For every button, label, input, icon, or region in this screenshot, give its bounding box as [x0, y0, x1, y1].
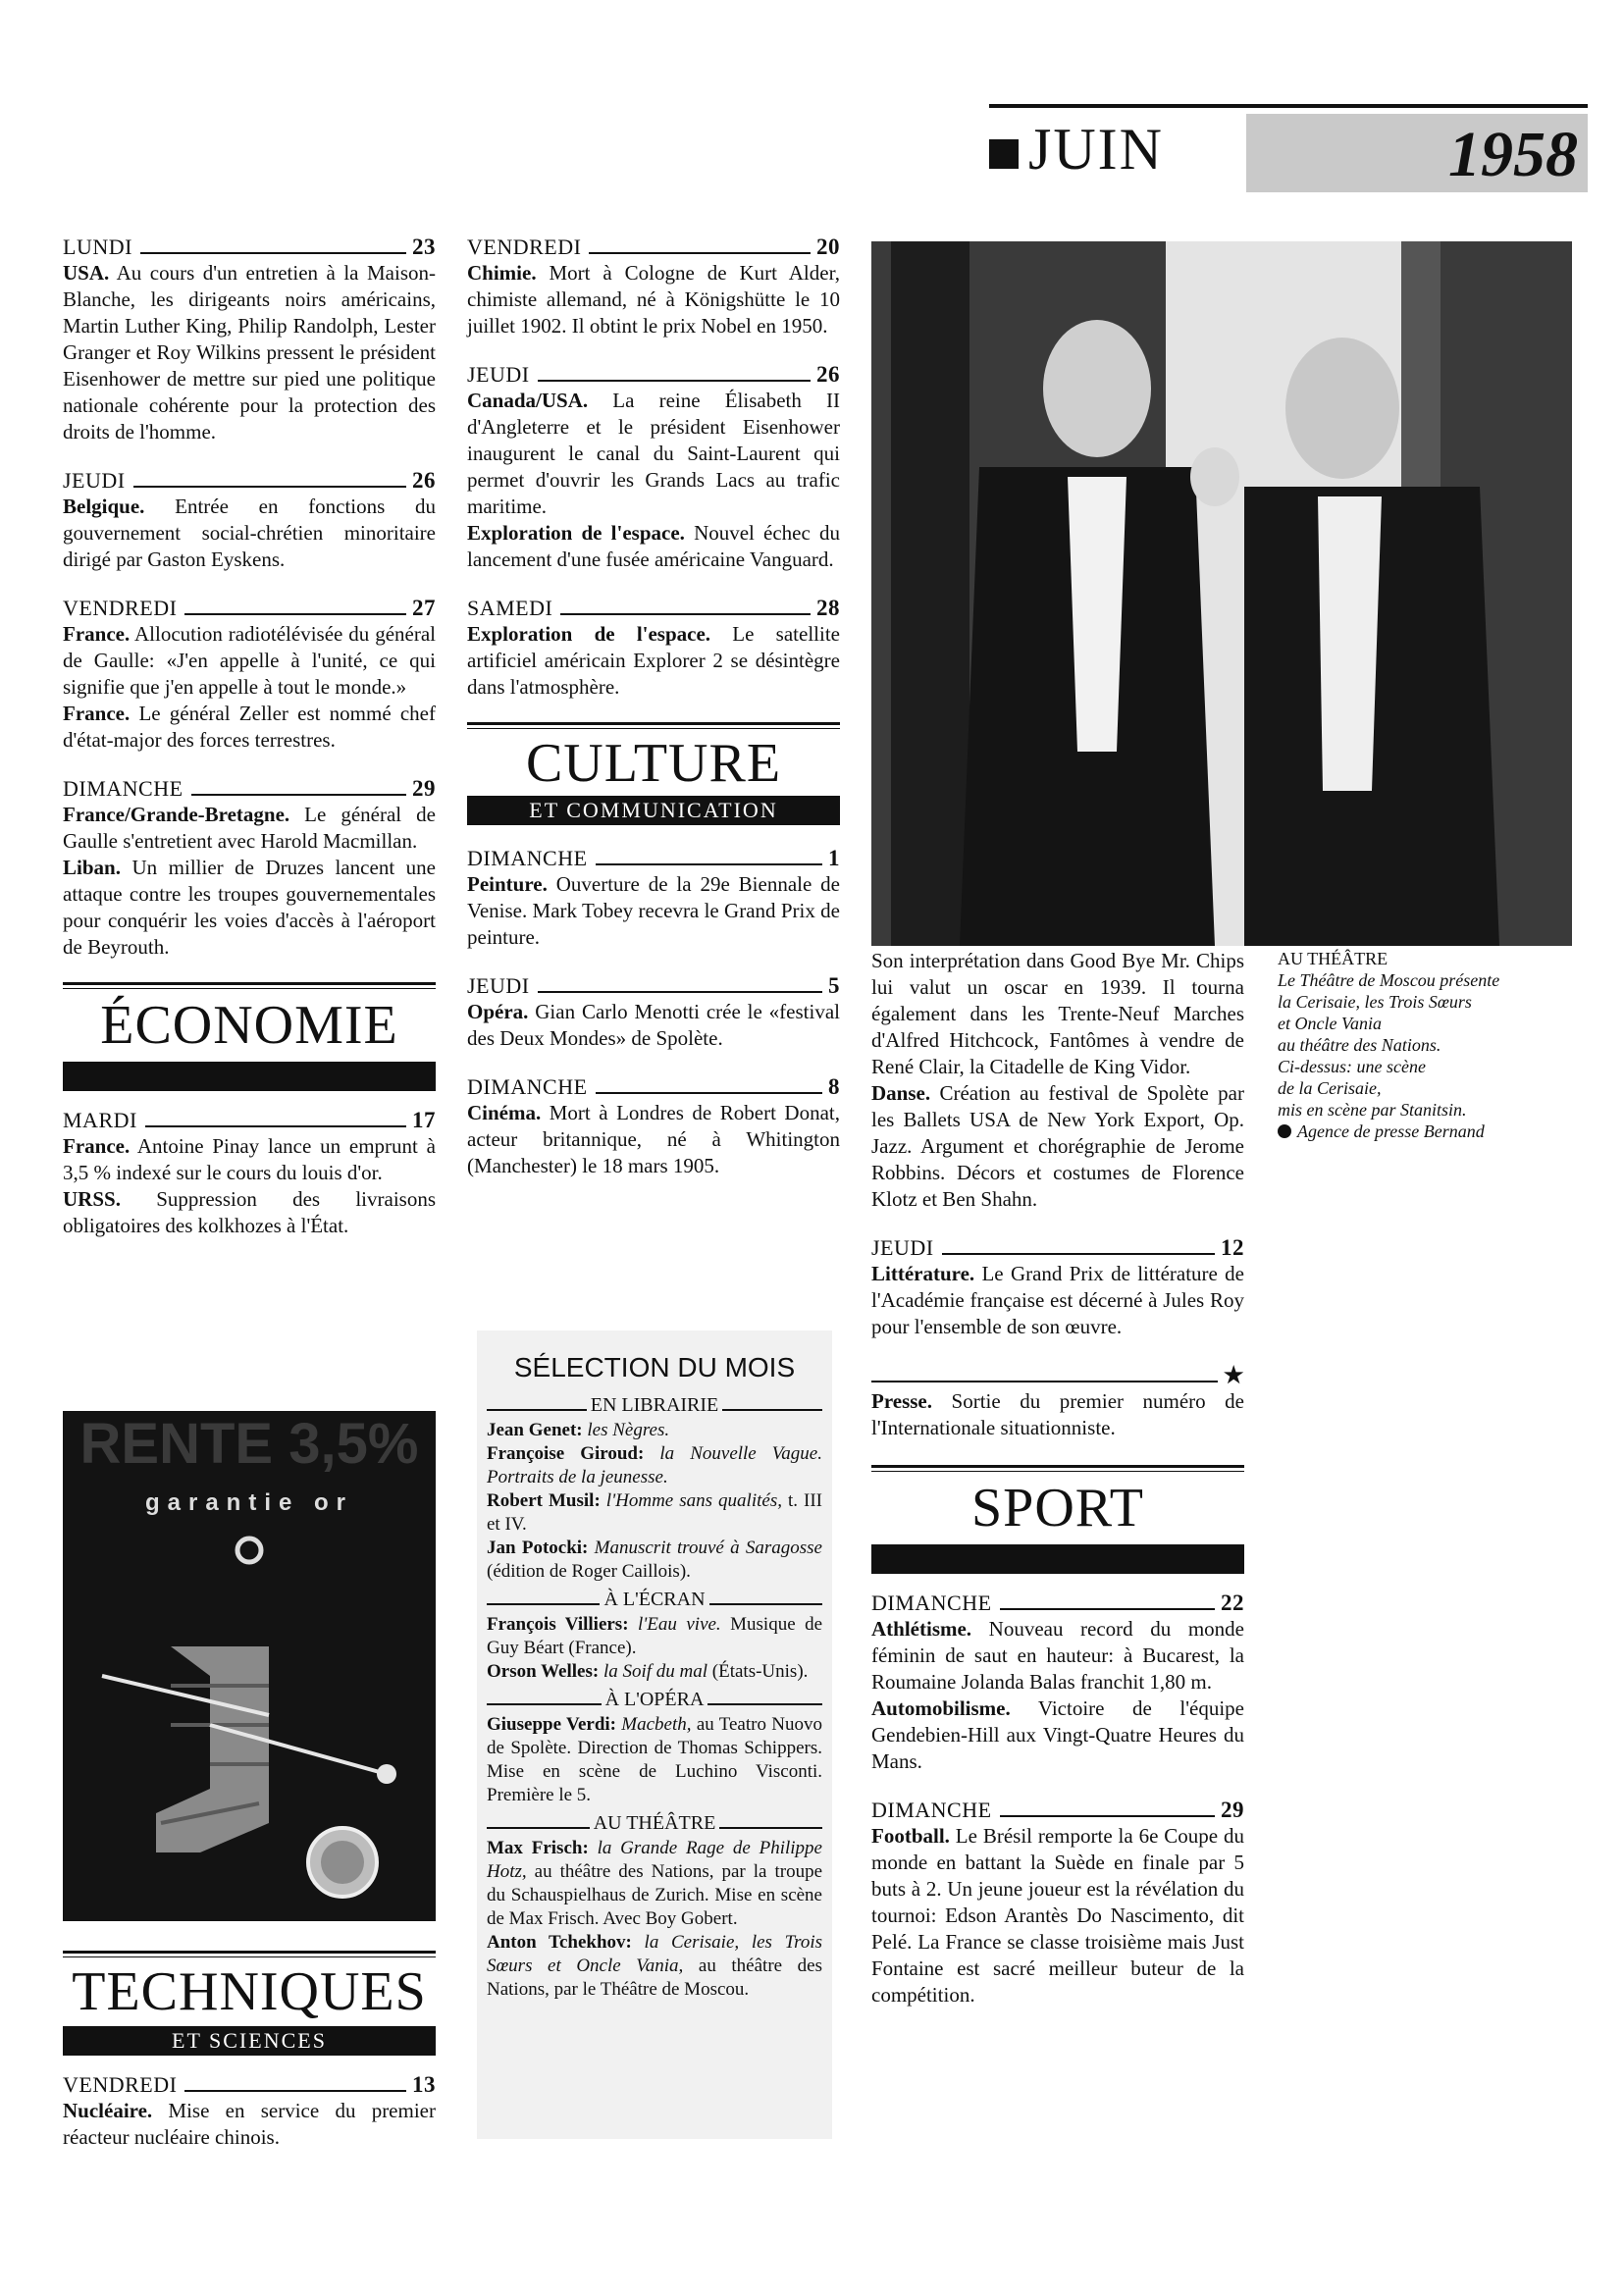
day-rule	[145, 1125, 406, 1127]
day-line	[467, 845, 840, 871]
day-number: 1	[828, 846, 840, 870]
selection-item	[487, 1660, 822, 1684]
caption-line: la Cerisaie, les Trois Sœurs	[1278, 992, 1472, 1012]
caption-line: Le Théâtre de Moscou présente	[1278, 970, 1500, 990]
photo-wall-panel	[891, 241, 969, 946]
poster-needle-knob	[377, 1764, 396, 1784]
day-number: 22	[1221, 1591, 1244, 1615]
film-paragraph: Son interprétation dans Good Bye Mr. Chips lui valut un oscar en 1939. Il tourna également dans les Trente-Neuf Marches d'Alfred Hitchcock, Fantômes à vendre de René Clair, la Citadelle de King Vidor.	[871, 949, 1244, 1078]
selection-item	[487, 1442, 822, 1489]
selection-item	[487, 1713, 822, 1807]
star-icon: ★	[1223, 1363, 1244, 1387]
selection-work: la Cerisaie, les Trois Sœurs et Oncle Vania,	[487, 1932, 822, 1976]
column-1	[63, 234, 436, 1261]
selection-extra: t. III et IV.	[487, 1490, 823, 1535]
month-title: JUIN	[1028, 117, 1164, 182]
entry-body: Entrée en fonctions du gouvernement social-chrétien minoritaire dirigé par Gaston Eyskens.	[63, 495, 436, 571]
entry-label: Peinture.	[467, 872, 548, 896]
caption-line: mis en scène par Stanitsin.	[1278, 1100, 1467, 1120]
entry-label: Liban.	[63, 856, 121, 879]
day-number: 27	[412, 596, 436, 620]
day-rule	[596, 1092, 822, 1094]
day-name: JEUDI	[871, 1235, 934, 1260]
day-name: SAMEDI	[467, 596, 553, 620]
entry-text	[467, 871, 840, 951]
day-rule	[538, 380, 811, 382]
poster-coin-inner	[321, 1841, 364, 1884]
calendar-entry	[467, 845, 840, 951]
entry-label: France.	[63, 702, 131, 725]
poster-headline: RENTE 3,5%	[79, 1412, 419, 1476]
selection-subhead	[487, 1588, 822, 1611]
selection-item	[487, 1837, 822, 1931]
entry-text	[63, 260, 436, 445]
day-name: LUNDI	[63, 235, 132, 259]
section-rule	[63, 1951, 436, 1957]
actor-right-head	[1285, 338, 1399, 479]
selection-title: SÉLECTION DU MOIS	[513, 1352, 796, 1382]
day-number: 8	[828, 1074, 840, 1099]
selection-extra: au Teatro Nuovo de Spolète. Direction de Thomas Schippers. Mise en scène de Luchino Visconti. Première le 5.	[487, 1714, 822, 1805]
economie-section-header	[63, 982, 436, 1091]
calendar-entry	[871, 1590, 1244, 1775]
month-marker-square	[989, 139, 1019, 169]
poster-subline: garantie or	[144, 1489, 354, 1516]
selection-work: l'Eau vive.	[628, 1614, 721, 1635]
entry-body: Le Brésil remporte la 6e Coupe du monde en battant la Suède en finale par 5 buts à 2. Un jeune joueur est la révélation du tournoi: Edson Arantès Do Nascimento, dit Pelé. La France se classe troisième mais Just Fontaine est sacré meilleur buteur de la compétition.	[871, 1824, 1244, 2007]
subhead-label: À L'OPÉRA	[604, 1689, 705, 1710]
section-bar	[63, 1062, 436, 1091]
entry-text	[871, 1823, 1244, 2008]
entry-text	[871, 1695, 1244, 1775]
entry-text	[467, 260, 840, 339]
entry-label: Littérature.	[871, 1262, 975, 1285]
selection-extra: Musique de Guy Béart (France).	[487, 1614, 822, 1658]
day-line	[467, 234, 840, 260]
entry-label: URSS.	[63, 1187, 121, 1211]
selection-subhead	[487, 1688, 822, 1711]
entry-body: Sortie du premier numéro de l'Internationale situationniste.	[871, 1389, 1244, 1439]
column-2	[467, 234, 840, 1201]
entry-label: Canada/USA.	[467, 389, 589, 412]
presse-entry	[871, 1362, 1244, 1441]
entry-text	[871, 1388, 1244, 1441]
selection-subhead	[487, 1393, 822, 1417]
selection-item	[487, 1489, 822, 1537]
entry-text	[467, 388, 840, 520]
day-number: 26	[412, 468, 436, 493]
day-rule	[942, 1253, 1215, 1255]
selection-author: Jean Genet:	[487, 1420, 583, 1440]
section-bar	[871, 1544, 1244, 1574]
day-line	[871, 1797, 1244, 1823]
entry-text	[63, 802, 436, 855]
sport-section-header	[871, 1465, 1244, 1574]
danse-paragraph	[871, 1080, 1244, 1213]
calendar-entry	[467, 361, 840, 573]
day-line	[63, 234, 436, 260]
day-line	[467, 972, 840, 999]
day-line	[871, 1362, 1244, 1388]
subhead-label: À L'ÉCRAN	[603, 1589, 706, 1610]
section-subtitle-bar: ET COMMUNICATION	[467, 796, 840, 825]
day-number: 5	[828, 973, 840, 998]
entry-label: Chimie.	[467, 261, 537, 285]
caption-line: au théâtre des Nations.	[1278, 1035, 1441, 1055]
day-name: VENDREDI	[63, 596, 178, 620]
entry-body: Création au festival de Spolète par les Ballets USA de New York Export, Op. Jazz. Argument et chorégraphie de Jerome Robbins. Décors et costumes de Florence Klotz et Ben Shahn.	[871, 1081, 1244, 1211]
section-rule	[871, 1465, 1244, 1472]
selection-work: Macbeth,	[616, 1714, 692, 1735]
theatre-photo-image	[871, 241, 1572, 946]
day-line	[63, 1107, 436, 1133]
day-number: 13	[412, 2072, 436, 2097]
entry-label: Exploration de l'espace.	[467, 521, 685, 545]
section-rule	[467, 722, 840, 729]
actor-left-shirt	[1068, 477, 1126, 752]
calendar-entry	[467, 1073, 840, 1179]
poster-ring	[237, 1539, 261, 1562]
subhead-label: EN LIBRAIRIE	[590, 1394, 719, 1416]
day-rule	[538, 991, 822, 993]
credit-text: Agence de presse Bernand	[1297, 1121, 1485, 1141]
entry-text	[871, 1261, 1244, 1340]
section-title: ÉCONOMIE	[100, 995, 398, 1056]
calendar-entry	[871, 1797, 1244, 2008]
column-3	[871, 948, 1244, 2030]
selection-author: Anton Tchekhov:	[487, 1932, 632, 1953]
day-name: DIMANCHE	[871, 1798, 992, 1822]
entry-body: Nouveau record du monde féminin de saut en hauteur: à Bucarest, la Roumaine Jolanda Balas franchit 1,80 m.	[871, 1617, 1244, 1694]
day-rule	[560, 613, 811, 615]
subhead-label: AU THÉÂTRE	[593, 1812, 716, 1834]
day-line	[63, 467, 436, 494]
day-number: 23	[412, 235, 436, 259]
selection-author: Giuseppe Verdi:	[487, 1714, 616, 1735]
selection-author: François Villiers:	[487, 1614, 629, 1635]
day-number: 29	[412, 776, 436, 801]
entry-text	[63, 1186, 436, 1239]
day-rule	[596, 863, 822, 865]
selection-author: Orson Welles:	[487, 1661, 600, 1682]
selection-work: la Soif du mal	[599, 1661, 708, 1682]
entry-label: Opéra.	[467, 1000, 529, 1023]
day-name: MARDI	[63, 1108, 137, 1132]
day-rule	[184, 2090, 406, 2092]
entry-label: France/Grande-Bretagne.	[63, 803, 290, 826]
photo-caption	[1278, 948, 1572, 1142]
day-number: 17	[412, 1108, 436, 1132]
day-name: VENDREDI	[467, 235, 582, 259]
entry-body: Un millier de Druzes lancent une attaque contre les troupes gouvernementales pour conquérir les voies d'accès à l'aéroport de Beyrouth.	[63, 856, 436, 959]
section-subtitle-bar: ET SCIENCES	[63, 2026, 436, 2056]
entry-body: Le général Zeller est nommé chef d'état-major des forces terrestres.	[63, 702, 436, 752]
day-line	[871, 1590, 1244, 1616]
entry-text	[63, 1133, 436, 1186]
calendar-entry	[871, 1234, 1244, 1340]
selection-item	[487, 1419, 822, 1442]
entry-text	[467, 520, 840, 573]
entry-body: Le satellite artificiel américain Explorer 2 se désintègre dans l'atmosphère.	[467, 622, 840, 699]
entry-text	[871, 1616, 1244, 1695]
entry-body: Victoire de l'équipe Gendebien-Hill aux Vingt-Quatre Heures du Mans.	[871, 1696, 1244, 1773]
day-name: DIMANCHE	[63, 776, 183, 801]
day-name: JEUDI	[467, 973, 530, 998]
selection-item	[487, 1537, 822, 1584]
caption-line: et Oncle Vania	[1278, 1014, 1382, 1033]
entry-label: Belgique.	[63, 495, 145, 518]
selection-author: Jan Potocki:	[487, 1538, 589, 1558]
page-header	[989, 104, 1588, 194]
entry-body: Allocution radiotélévisée du général de Gaulle: «J'en appelle à l'unité, ce qui signifie que j'en appelle à tout le monde.»	[63, 622, 436, 699]
entry-body: Ouverture de la 29e Biennale de Venise. Mark Tobey recevra le Grand Prix de peinture.	[467, 872, 840, 949]
caption-head: AU THÉÂTRE	[1278, 949, 1388, 968]
entry-label: Automobilisme.	[871, 1696, 1011, 1720]
selection-item	[487, 1613, 822, 1660]
calendar-entry	[467, 234, 840, 339]
day-rule	[1000, 1815, 1215, 1817]
selection-author: Françoise Giroud:	[487, 1443, 645, 1464]
section-title: SPORT	[971, 1478, 1144, 1539]
section-title: TECHNIQUES	[72, 1961, 427, 2022]
rente-poster	[63, 1411, 436, 1921]
day-line	[467, 595, 840, 621]
day-number: 12	[1221, 1235, 1244, 1260]
subhead-rule-left	[487, 1603, 600, 1605]
day-rule	[133, 486, 406, 488]
calendar-entry	[63, 2071, 436, 2151]
entry-label: Athlétisme.	[871, 1617, 972, 1641]
selection-extra: (édition de Roger Caillois).	[487, 1561, 691, 1582]
day-name: DIMANCHE	[467, 846, 588, 870]
selection-item	[487, 1931, 822, 2002]
day-rule	[191, 794, 406, 796]
poster-illustration	[63, 1529, 436, 1921]
techniques-section-header	[63, 1951, 436, 2056]
header-rule	[989, 104, 1588, 108]
year-title: 1958	[1448, 119, 1578, 190]
caption-line: Ci-dessus: une scène	[1278, 1057, 1426, 1076]
entry-label: USA.	[63, 261, 110, 285]
theatre-photo	[871, 241, 1572, 946]
subhead-rule-right	[719, 1827, 822, 1829]
calendar-entry	[63, 234, 436, 445]
subhead-rule-left	[487, 1827, 590, 1829]
entry-body: Gian Carlo Menotti crée le «festival des Deux Mondes» de Spolète.	[467, 1000, 840, 1050]
entry-body: Au cours d'un entretien à la Maison-Blanche, les dirigeants noirs américains, Martin Luther King, Philip Randolph, Lester Granger et Roy Wilkins pressent le président Eisenhower de mettre sur pied une politique nationale cohérente pour la protection des droits de l'homme.	[63, 261, 436, 443]
selection-extra: au théâtre des Nations, par le Théâtre de Moscou.	[487, 1956, 822, 2000]
calendar-entry	[63, 595, 436, 754]
selection-work: l'Homme sans qualités,	[600, 1490, 782, 1511]
entry-body: Suppression des livraisons obligatoires des kolkhozes à l'État.	[63, 1187, 436, 1237]
credit-bullet-icon	[1278, 1124, 1291, 1138]
calendar-entry	[63, 1107, 436, 1239]
subhead-rule-right	[709, 1603, 822, 1605]
day-number: 28	[816, 596, 840, 620]
actor-right-shirt	[1318, 496, 1382, 791]
selection-subhead	[487, 1811, 822, 1835]
entry-label: France.	[63, 1134, 131, 1158]
entry-text	[467, 999, 840, 1052]
selection-work: les Nègres.	[582, 1420, 670, 1440]
entry-text	[63, 855, 436, 961]
day-line	[63, 775, 436, 802]
day-rule	[184, 613, 406, 615]
day-line	[871, 1234, 1244, 1261]
calendar-entry	[467, 972, 840, 1052]
entry-body: La reine Élisabeth II d'Angleterre et le président Eisenhower inaugurent le canal du Saint-Laurent qui permet d'ouvrir les Grands Lacs au trafic maritime.	[467, 389, 840, 518]
entry-body: Mort à Londres de Robert Donat, acteur britannique, né à Whitington (Manchester) le 18 mars 1905.	[467, 1101, 840, 1177]
day-name: VENDREDI	[63, 2072, 178, 2097]
entry-text	[63, 2098, 436, 2151]
selection-work: la Nouvelle Vague. Portraits de la jeunesse.	[487, 1443, 822, 1487]
caption-credit	[1278, 1121, 1572, 1142]
entry-text	[467, 621, 840, 701]
day-rule	[1000, 1608, 1215, 1610]
caption-line: de la Cerisaie,	[1278, 1078, 1382, 1098]
day-line	[63, 2071, 436, 2098]
selection-du-mois	[477, 1330, 832, 2139]
entry-label: Presse.	[871, 1389, 933, 1413]
day-name: JEUDI	[467, 362, 530, 387]
day-number: 26	[816, 362, 840, 387]
entry-text	[63, 621, 436, 701]
entry-text	[63, 701, 436, 754]
selection-author: Robert Musil:	[487, 1490, 601, 1511]
day-name: DIMANCHE	[467, 1074, 588, 1099]
entry-body: Mort à Cologne de Kurt Alder, chimiste allemand, né à Königshütte le 10 juillet 1902. Il obtint le prix Nobel en 1950.	[467, 261, 840, 338]
section-title: CULTURE	[525, 733, 782, 794]
section-rule	[63, 982, 436, 989]
calendar-entry	[467, 595, 840, 701]
entry-body: Nouvel échec du lancement d'une fusée américaine Vanguard.	[467, 521, 840, 571]
entry-label: Exploration de l'espace.	[467, 622, 711, 646]
day-name: DIMANCHE	[871, 1591, 992, 1615]
day-line	[467, 1073, 840, 1100]
subhead-rule-right	[707, 1703, 822, 1705]
entry-text	[467, 1100, 840, 1179]
day-rule	[589, 252, 811, 254]
selection-extra: (États-Unis).	[707, 1661, 809, 1682]
selection-work: Manuscrit trouvé à Saragosse	[588, 1538, 822, 1558]
selection-work: la Grande Rage de Philippe Hotz,	[487, 1838, 822, 1882]
day-line	[467, 361, 840, 388]
entry-label: Cinéma.	[467, 1101, 542, 1124]
entry-label: Danse.	[871, 1081, 931, 1105]
actor-left-head	[1043, 320, 1151, 457]
culture-section-header	[467, 722, 840, 825]
calendar-entry	[63, 467, 436, 573]
subhead-rule-right	[722, 1409, 822, 1411]
subhead-rule-left	[487, 1703, 602, 1705]
entry-text	[63, 494, 436, 573]
entry-body: Antoine Pinay lance un emprunt à 3,5 % indexé sur le cours du louis d'or.	[63, 1134, 436, 1184]
subhead-rule-left	[487, 1409, 587, 1411]
selection-extra: au théâtre des Nations, par la troupe du Schauspielhaus de Zurich. Mise en scène de Max Frisch. Avec Boy Gobert.	[487, 1861, 822, 1929]
day-name: JEUDI	[63, 468, 126, 493]
entry-label: Nucléaire.	[63, 2099, 153, 2122]
entry-body: Le général de Gaulle s'entretient avec Harold Macmillan.	[63, 803, 436, 853]
selection-author: Max Frisch:	[487, 1838, 589, 1858]
techniques-block	[63, 1951, 436, 2172]
day-number: 20	[816, 235, 840, 259]
entry-label: France.	[63, 622, 131, 646]
entry-body: Le Grand Prix de littérature de l'Académie française est décerné à Jules Roy pour l'ensemble de son œuvre.	[871, 1262, 1244, 1338]
day-line	[63, 595, 436, 621]
actor-hand	[1190, 447, 1239, 506]
entry-body: Mise en service du premier réacteur nucléaire chinois.	[63, 2099, 436, 2149]
day-rule	[140, 252, 406, 254]
entry-label: Football.	[871, 1824, 950, 1848]
day-number: 29	[1221, 1798, 1244, 1822]
calendar-entry	[63, 775, 436, 961]
